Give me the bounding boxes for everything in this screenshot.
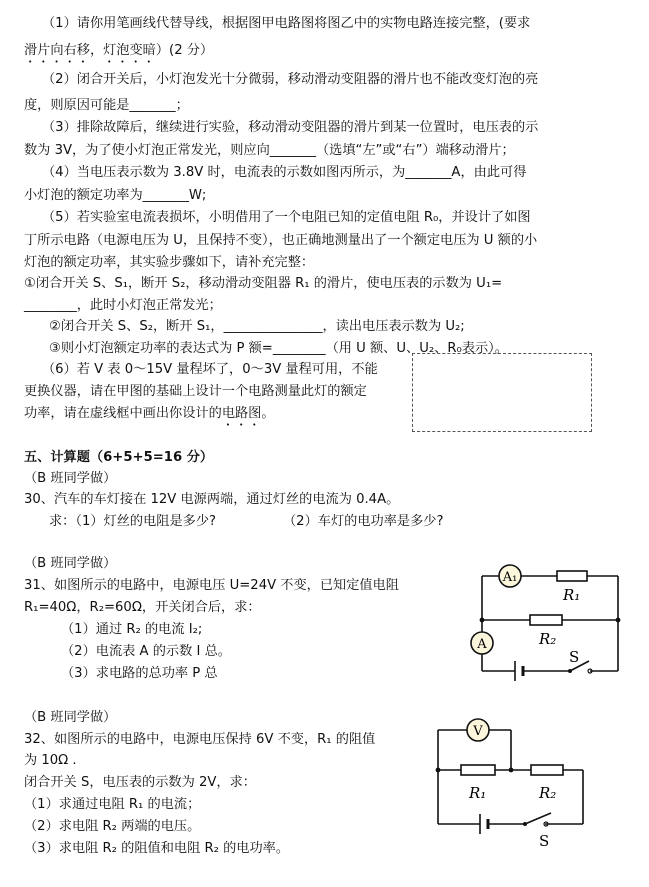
q29-p1-emph-slider: 滑片向右移 [24,43,90,58]
q32-r1-resistor [461,765,495,775]
q29-p6-line2: 更换仪器，请在甲图的基础上设计一个电路测量此灯的额定 [24,384,367,399]
q29-p3-line1: （3）排除故障后，继续进行实验，移动滑动变阻器的滑片到某一位置时，电压表的示 [42,120,539,135]
q29-p1-score: ）(2 分） [155,43,214,58]
q31-r1-label: R₁ [563,586,581,604]
q32-circuit-diagram [425,712,595,852]
q31-junction-right [616,618,621,623]
q29-p3-line2: 数为 3V，为了使小灯泡正常发光，则应向_______（选填“左”或“右”）端移动滑片； [24,143,515,158]
q29-p4-line1: （4）当电压表示数为 3.8V 时，电流表的示数如图丙所示，为_______A，由此可得 [42,165,527,180]
q32-r1-label: R₁ [469,784,487,802]
q29-p2-line1: （2）闭合开关后，小灯泡发光十分微弱，移动滑动变阻器的滑片也不能改变灯泡的亮 [42,72,539,87]
q31-junction-left [480,618,485,623]
q29-step3: ③则小灯泡额定功率的表达式为 P 额=________（用 U 额、U、U₂、R₀表示）。 [49,341,508,356]
q29-p6-emph-diagram: 电路图 [221,406,262,421]
answer-drawing-box[interactable] [412,353,592,432]
q31-a-label: A [477,637,487,652]
q32-v-label: V [473,724,483,739]
q29-step1-line2: ________，此时小灯泡正常发光； [24,298,222,313]
q31-a1-label: A₁ [502,570,518,585]
q31-line1: 31、如图所示的电路中，电源电压 U=24V 不变，已知定值电阻 [24,578,399,593]
q29-p6-line1: （6）若 V 表 0～15V 量程坏了，0～3V 量程可用，不能 [42,362,378,377]
q29-p6-line3 [24,404,275,429]
q32-line3: 闭合开关 S，电压表的示数为 2V，求： [24,775,256,790]
q31-switch-pivot [568,669,572,673]
q32-junction-left [436,768,441,773]
q32-line1: 32、如图所示的电路中，电源电压保持 6V 不变，R₁ 的阻值 [24,732,376,747]
q29-p6-text: 功率，请在虚线框中画出你设计的 [24,406,222,421]
q32-item3: （3）求电阻 R₂ 的阻值和电阻 R₂ 的电功率。 [24,841,290,856]
q31-r1-resistor [557,571,587,581]
q31-r2-resistor [530,615,562,625]
q30-class-note: （B 班同学做） [24,471,117,486]
q31-circuit-diagram [460,558,630,688]
q29-p1-emph-lamp: 灯泡变暗 [103,43,156,58]
q29-p4-line2: 小灯泡的额定功率为_______W; [24,188,207,203]
q30-ask1: 求：（1）灯丝的电阻是多少? [49,514,217,529]
q29-p1-line1: （1）请你用笔画线代替导线，根据图甲电路图将图乙中的实物电路连接完整，(要求 [42,16,531,31]
q32-switch-label: S [539,832,550,850]
q32-item2: （2）求电阻 R₂ 两端的电压。 [24,819,201,834]
q31-switch-label: S [569,648,580,666]
q32-class-note: （B 班同学做） [24,710,117,725]
q29-step1-line1: ①闭合开关 S、S₁，断开 S₂，移动滑动变阻器 R₁ 的滑片，使电压表的示数为 U₁= [24,276,503,291]
q32-junction-mid [509,768,514,773]
q32-r2-resistor [531,765,563,775]
q31-class-note: （B 班同学做） [24,556,117,571]
q31-r2-label: R₂ [539,630,557,648]
q29-p5-line2: 丁所示电路（电源电压为 U，且保持不变），也正确地测量出了一个额定电压为 U 额的小 [24,233,538,248]
q29-p6-period: 。 [261,406,275,421]
q31-item3: （3）求电路的总功率 P 总 [61,666,218,681]
q31-item1: （1）通过 R₂ 的电流 I₂; [61,622,203,637]
q32-r2-label: R₂ [539,784,557,802]
q30-line1: 30、汽车的车灯接在 12V 电源两端，通过灯丝的电流为 0.4A。 [24,492,400,507]
q29-p2-line2: 度，则原因可能是_______； [24,98,189,113]
q30-ask2: （2）车灯的电功率是多少? [283,514,444,529]
q29-step2: ②闭合开关 S、S₂，断开 S₁，_______________，读出电压表示数为 U₂; [49,319,465,334]
q29-p5-line3: 灯泡的额定功率，其实验步骤如下，请补充完整： [24,255,315,270]
q32-item1: （1）求通过电阻 R₁ 的电流； [24,797,201,812]
q29-p1-line2 [24,41,213,66]
q29-p1-comma: ， [89,43,104,58]
section5-heading: 五、计算题（6+5+5=16 分） [24,450,214,465]
q31-line2: R₁=40Ω，R₂=60Ω，开关闭合后，求： [24,600,261,615]
q32-switch-pivot [523,822,527,826]
q31-item2: （2）电流表 A 的示数 I 总。 [61,644,231,659]
q32-line2: 为 10Ω . [24,753,77,768]
q29-p5-line1: （5）若实验室电流表损坏，小明借用了一个电阻已知的定值电阻 R₀，并设计了如图 [42,210,531,225]
